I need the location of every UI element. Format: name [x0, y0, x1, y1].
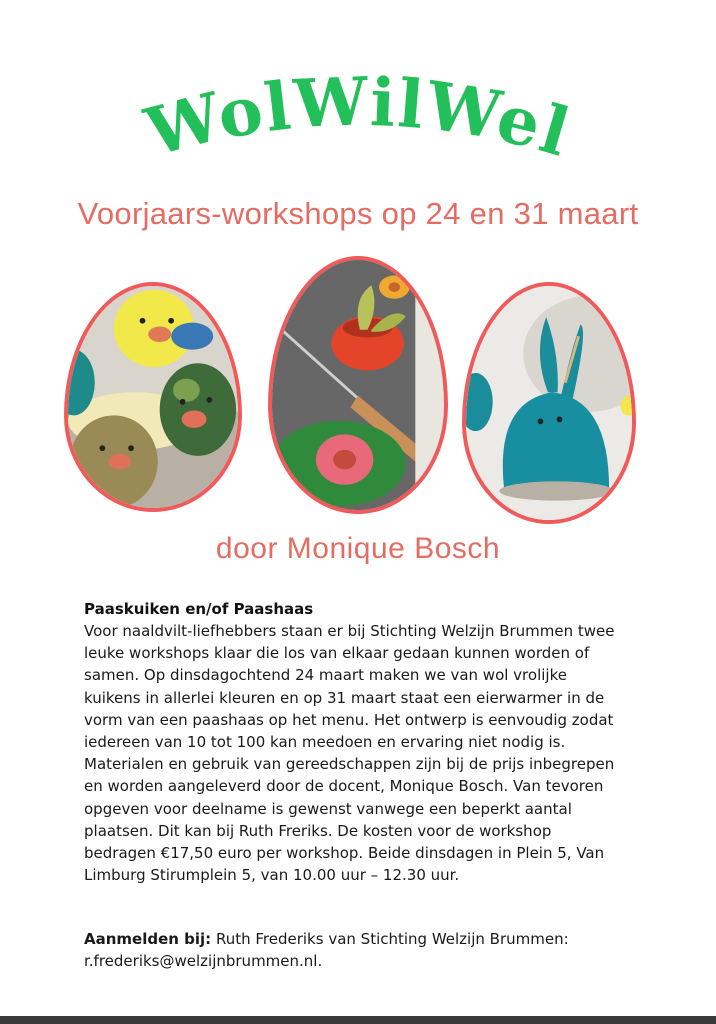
article-line: Materialen en gebruik van gereedschappen zijn bij de prijs inbegrepen	[84, 755, 615, 774]
page-title: WolWilWel	[138, 62, 580, 173]
subtitle: Voorjaars-workshops op 24 en 31 maart	[77, 196, 639, 231]
signup-contact: Ruth Frederiks van Stichting Welzijn Brummen:	[211, 930, 569, 948]
article-line: vorm van een paashaas op het menu. Het ontwerp is eenvoudig zodat	[84, 710, 614, 729]
article-line: plaatsen. Dit kan bij Ruth Freriks. De kosten voor de workshop	[84, 821, 552, 840]
article-line: leuke workshops klaar die los van elkaar gedaan kunnen worden of	[84, 644, 590, 663]
article	[84, 598, 644, 886]
felted-flowers-and-needle-photo	[268, 256, 448, 514]
author-byline: door Monique Bosch	[215, 532, 501, 565]
article-line: samen. Op dinsdagochtend 24 maart maken we van wol vrolijke	[84, 666, 567, 685]
article-line: bedragen €17,50 euro per workshop. Beide dinsdagen in Plein 5, Van	[84, 844, 605, 863]
article-heading: Paaskuiken en/of Paashaas	[84, 600, 314, 618]
article-line: opgeven voor deelname is gewenst vanwege een beperkt aantal	[84, 799, 572, 818]
article-line: iedereen van 10 tot 100 kan meedoen en ervaring niet nodig is.	[84, 733, 566, 752]
title-banner	[0, 60, 716, 190]
signup-section	[84, 928, 644, 972]
article-line: Voor naaldvilt-liefhebbers staan er bij Stichting Welzijn Brummen twee	[84, 622, 615, 640]
felted-chicks-photo	[64, 282, 242, 512]
signup-label: Aanmelden bij:	[84, 930, 212, 948]
article-line: en worden aangeleverd door de docent, Monique Bosch. Van tevoren	[84, 777, 604, 796]
felted-easter-bunny-photo	[462, 282, 636, 524]
article-line: kuikens in allerlei kleuren en op 31 maart staat een eierwarmer in de	[84, 688, 605, 707]
signup-email[interactable]: r.frederiks@welzijnbrummen.nl.	[84, 952, 323, 971]
article-line: Limburg Stirumplein 5, van 10.00 uur – 12.30 uur.	[84, 866, 460, 885]
title-arc	[0, 60, 716, 190]
bottom-bar	[0, 1016, 716, 1024]
signup-line	[84, 928, 644, 950]
article-body	[84, 620, 644, 886]
